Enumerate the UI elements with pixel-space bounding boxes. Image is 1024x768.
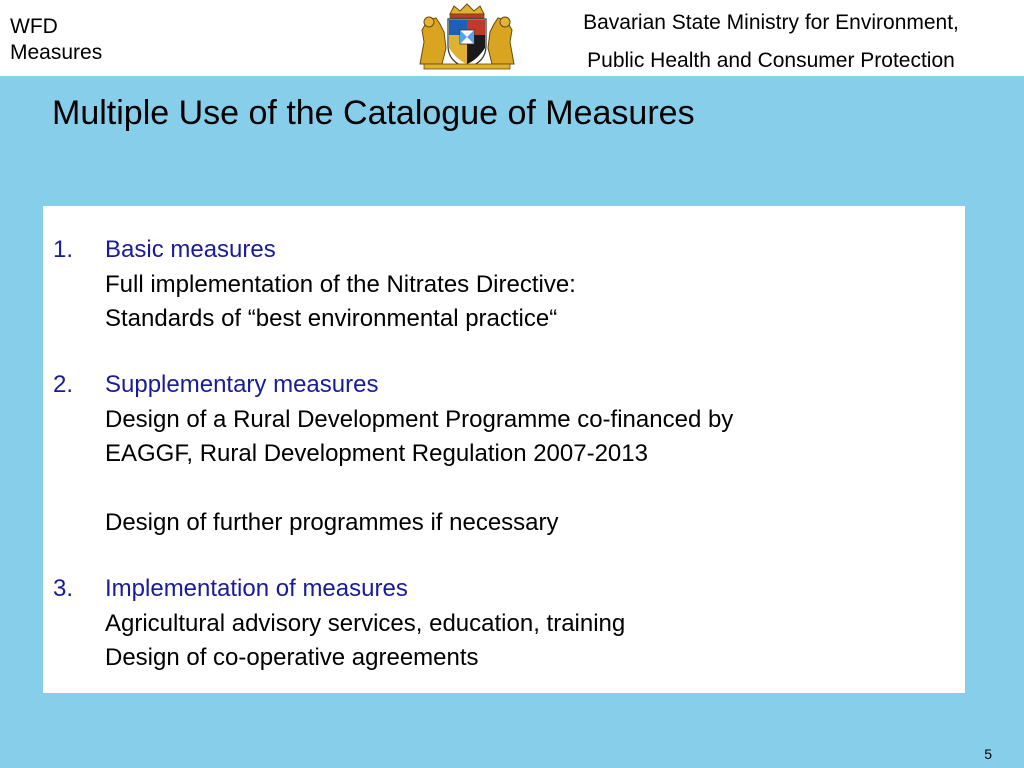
- list-item-text: Design of co-operative agreements: [105, 644, 479, 671]
- list-item-heading: Supplementary measures: [105, 371, 379, 398]
- header-left-line-2: Measures: [10, 41, 103, 64]
- slide-title: Multiple Use of the Catalogue of Measures: [52, 94, 695, 132]
- list-item-text: EAGGF, Rural Development Regulation 2007-2013: [105, 440, 648, 467]
- list-item-heading: Implementation of measures: [105, 575, 408, 602]
- page-number: 5: [984, 746, 992, 762]
- header-left-line-1: WFD: [10, 15, 58, 38]
- list-item-number: 3.: [53, 575, 74, 602]
- list-item-text: Design of further programmes if necessary: [105, 509, 559, 536]
- ministry-name-line-1: Bavarian State Ministry for Environment,: [583, 11, 959, 34]
- bavarian-coat-of-arms-logo: [414, 2, 520, 72]
- ministry-name: [536, 10, 1006, 74]
- list-item-heading: Basic measures: [105, 236, 276, 263]
- ministry-name-line-2: Public Health and Consumer Protection: [587, 49, 955, 72]
- list-item-number: 2.: [53, 371, 74, 398]
- list-item-text: Full implementation of the Nitrates Directive:: [105, 270, 576, 298]
- list-item-number: 1.: [53, 236, 74, 263]
- slide-body: [0, 76, 1024, 768]
- list-item-spacer: [105, 472, 733, 507]
- measures-list-box: [43, 206, 965, 693]
- header-section-label: [10, 14, 102, 66]
- list-item-text: Design of a Rural Development Programme co-financed by: [105, 405, 734, 433]
- header-bar: [0, 0, 1024, 76]
- list-item-text: Standards of “best environmental practice“: [105, 305, 558, 332]
- list-item-text: Agricultural advisory services, education, training: [105, 609, 626, 637]
